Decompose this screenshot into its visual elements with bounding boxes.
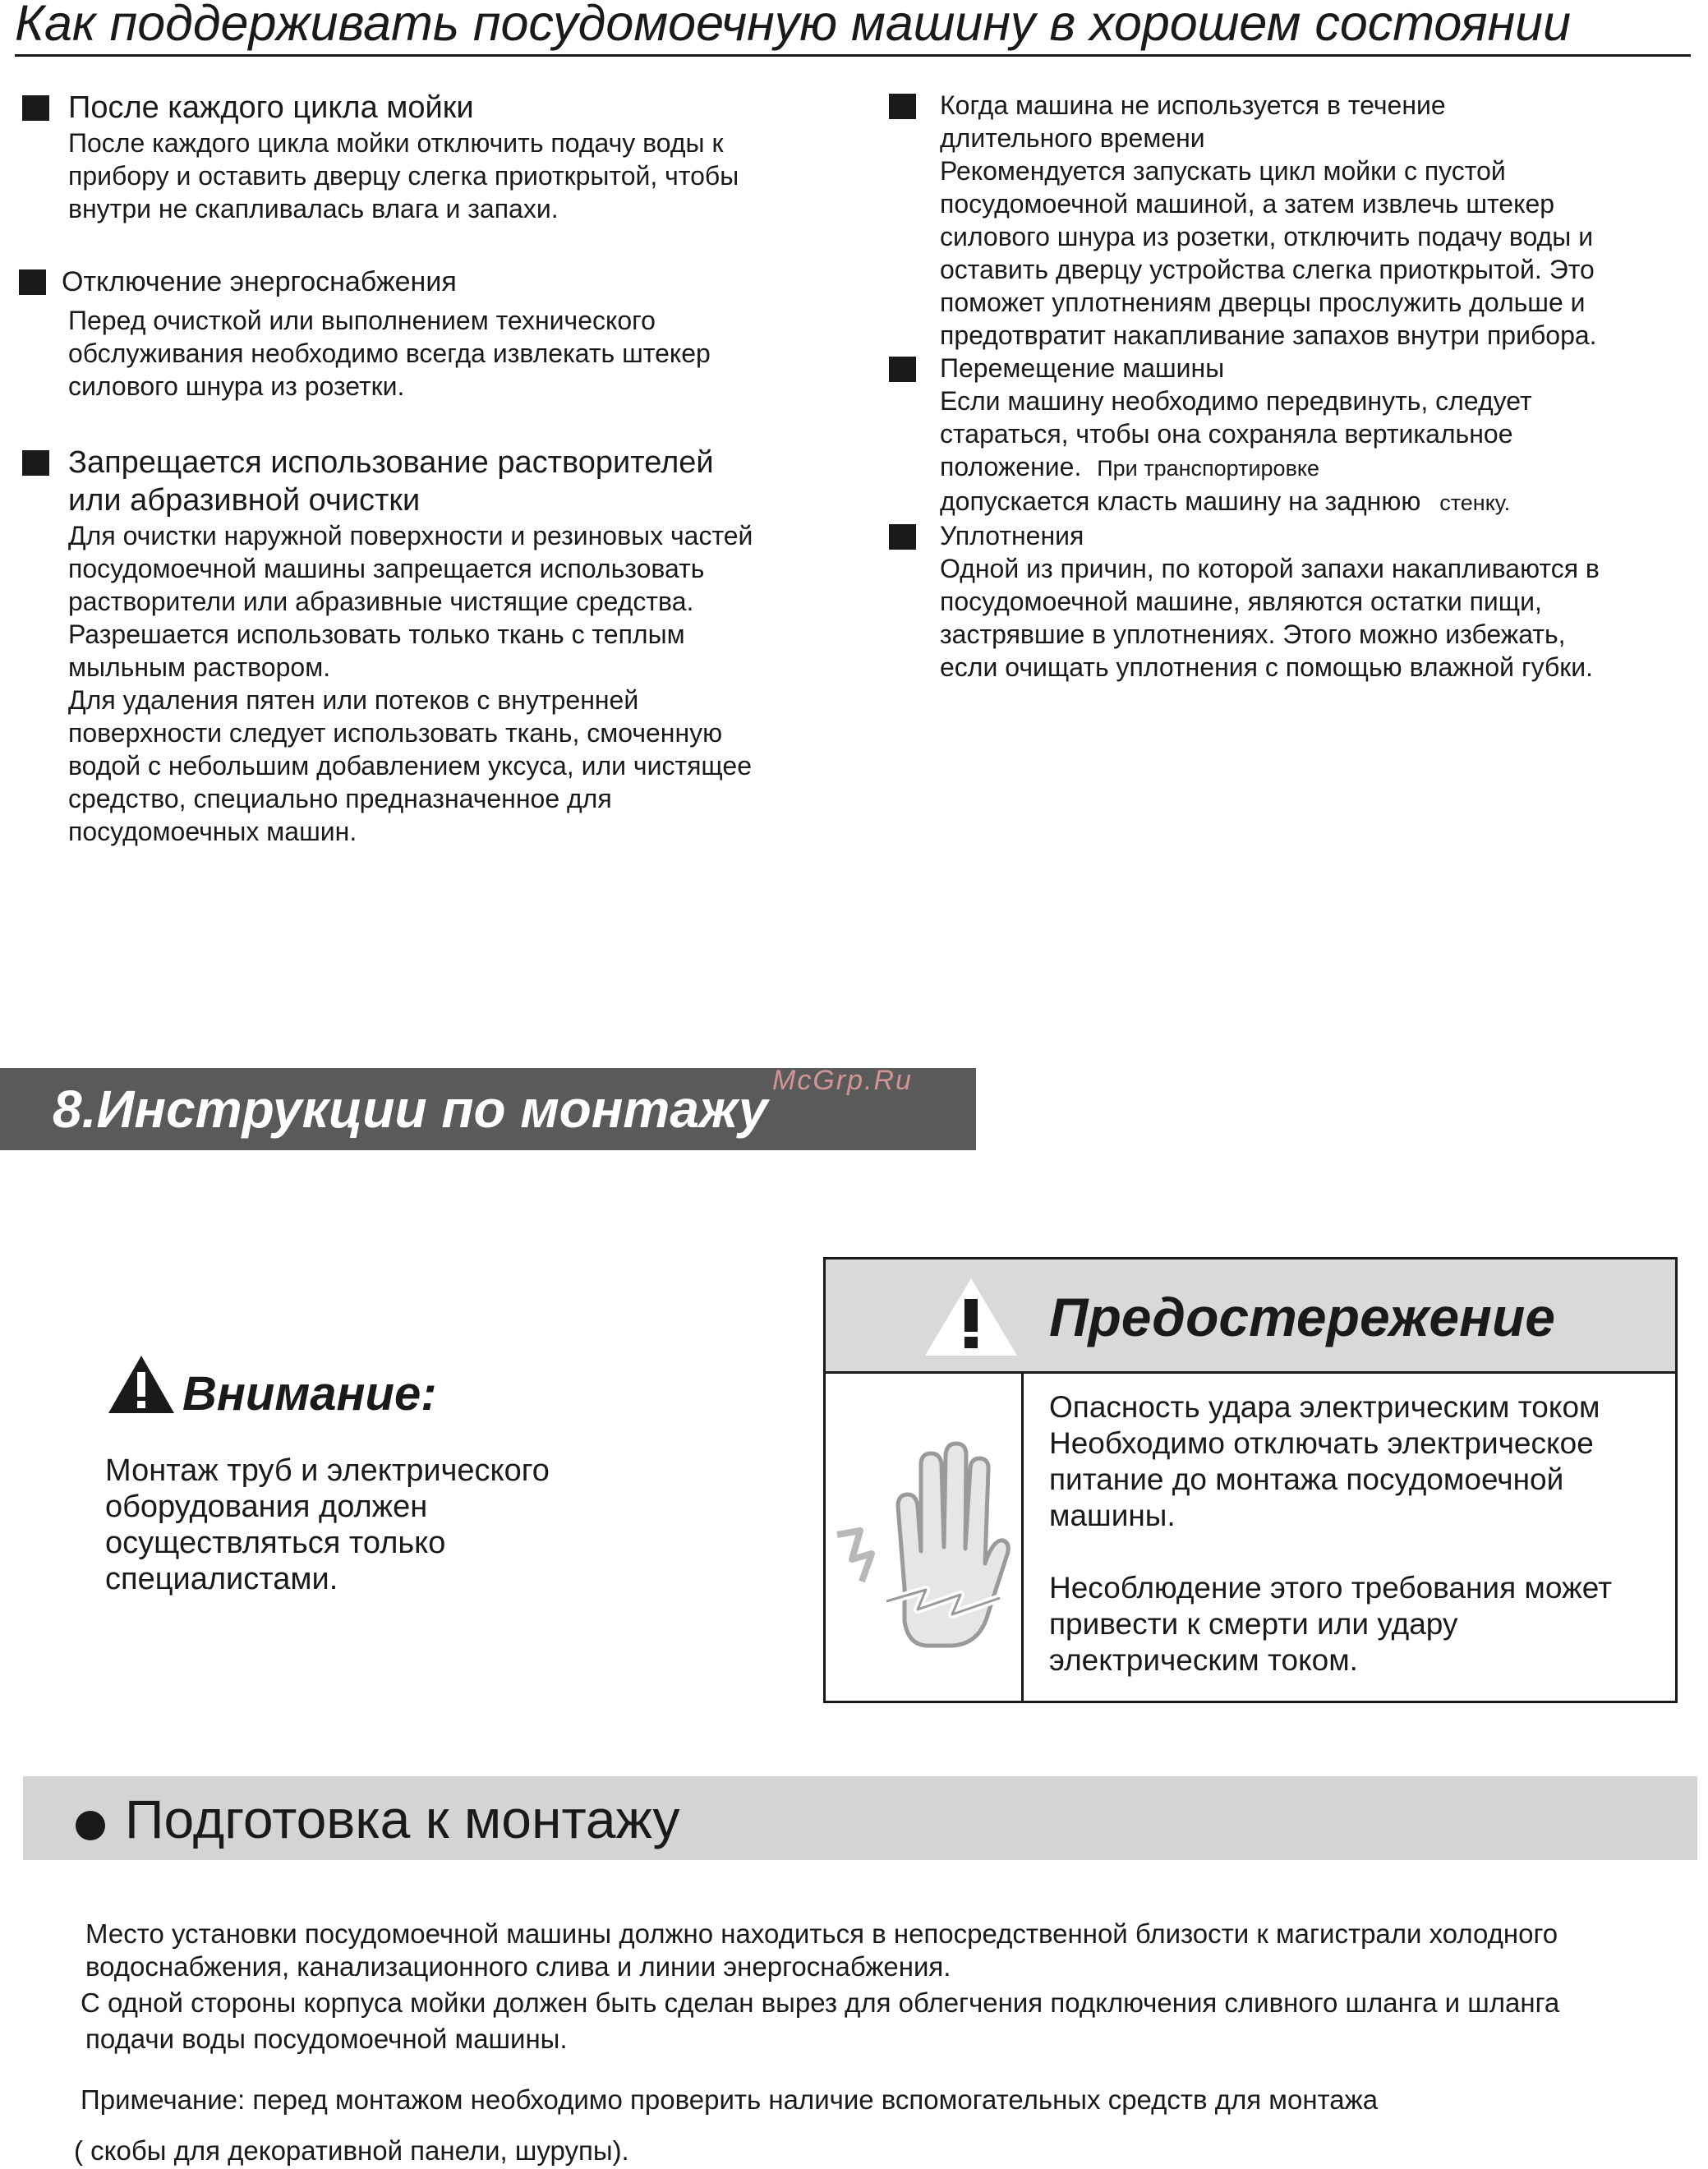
item-heading: Перемещение машины (940, 353, 1225, 383)
bullet-square-icon (22, 450, 49, 476)
item-moving (889, 352, 1702, 519)
body-line: стараться, чтобы она сохраняла вертикальное (940, 419, 1513, 449)
body-line (940, 485, 1702, 519)
body-line: оборудования должен (105, 1490, 428, 1524)
body-line: привести к смерти или удару (1049, 1607, 1458, 1641)
body-line: растворители или абразивные чистящие средства. (68, 587, 694, 616)
body-line (940, 450, 1702, 485)
body-line: Разрешается использовать только ткань с теплым (68, 619, 685, 649)
body-line: силового шнура из розетки, отключить подачу воды и (940, 222, 1594, 251)
body-line: мыльным раствором. (68, 652, 331, 682)
section-title: 8.Инструкции по монтажу (53, 1080, 768, 1139)
maintenance-right-column (889, 89, 1702, 684)
body-line: электрическим током. (1049, 1643, 1358, 1677)
bullet-square-icon (889, 524, 916, 550)
body-line: Опасность удара электрическим током (1049, 1390, 1600, 1424)
body-line: поможет уплотнениям дверцы прослужить дольше и (940, 288, 1586, 317)
bullet-dot-icon (76, 1811, 105, 1840)
caution-text (1049, 1389, 1665, 1715)
warning-triangle-icon (923, 1276, 1020, 1362)
body-line: посудомоечной машиной, а затем извлечь штекер (940, 189, 1555, 219)
caution-title: Предостережение (1049, 1287, 1555, 1347)
body-line: силового шнура из розетки. (68, 371, 405, 401)
body-line: застрявшие в уплотнениях. Этого можно избежать, (940, 619, 1566, 649)
body-line: специалистами. (105, 1562, 338, 1596)
body-line: Если машину необходимо передвинуть, следует (940, 386, 1532, 416)
caution-box (823, 1257, 1678, 1703)
bullet-square-icon (889, 357, 916, 382)
body-line: После каждого цикла мойки отключить подачу воды к (68, 128, 724, 158)
item-body (940, 154, 1702, 352)
caution-box-header (826, 1259, 1675, 1374)
item-body (68, 519, 844, 848)
prep-line: Примечание: перед монтажом необходимо проверить наличие вспомогательных средств для монтажа (81, 2084, 1379, 2115)
caution-paragraph (1049, 1570, 1665, 1679)
watermark: McGrp.Ru (772, 1065, 913, 1096)
prep-title: Подготовка к монтажу (125, 1789, 680, 1849)
prep-line: водоснабжения, канализационного слива и линии энергоснабжения. (85, 1951, 951, 1982)
body-line: Для очистки наружной поверхности и резиновых частей (68, 521, 753, 550)
body-line: предотвратит накапливание запахов внутри прибора. (940, 320, 1597, 350)
body-text: допускается класть машину на заднюю (940, 486, 1421, 516)
body-line: Необходимо отключать электрическое (1049, 1426, 1594, 1460)
body-line: Для удаления пятен или потеков с внутренней (68, 685, 639, 715)
body-line: осуществляться только (105, 1526, 446, 1560)
body-text-small: стенку. (1439, 490, 1511, 515)
bullet-square-icon (19, 269, 46, 295)
prep-line: С одной стороны корпуса мойки должен быть сделан вырез для облегчения подключения сливного шланга и шланга (81, 1987, 1560, 2018)
heading-line: или абразивной очистки (68, 483, 421, 518)
item-seals (889, 519, 1702, 684)
item-body (68, 304, 844, 403)
body-line: поверхности следует использовать ткань, смоченную (68, 718, 723, 748)
bullet-square-icon (22, 95, 49, 121)
body-line: Одной из причин, по которой запахи накапливаются в (940, 554, 1600, 583)
body-line: посудомоечных машин. (68, 817, 357, 846)
attention-body (105, 1453, 598, 1597)
body-line: прибору и оставить дверцу слегка приоткрытой, чтобы (68, 161, 739, 191)
attention-title: Внимание: (182, 1367, 437, 1421)
item-power-off (22, 265, 844, 403)
bullet-square-icon (889, 94, 916, 119)
attention-warning-icon (107, 1354, 176, 1419)
body-text-small: При транспортировке (1097, 456, 1320, 481)
body-line: внутри не скапливалась влага и запахи. (68, 194, 559, 223)
item-heading: Уплотнения (940, 521, 1084, 550)
body-line: обслуживания необходимо всегда извлекать штекер (68, 338, 711, 368)
body-line: средство, специально предназначенное для (68, 784, 612, 813)
prep-line: ( скобы для декоративной панели, шурупы). (74, 2135, 629, 2166)
body-line: Перед очисткой или выполнением технического (68, 306, 656, 335)
item-heading (940, 89, 1702, 154)
body-line: Рекомендуется запускать цикл мойки с пустой (940, 156, 1506, 186)
body-line: посудомоечной машины запрещается использовать (68, 554, 705, 583)
item-after-wash (22, 89, 844, 225)
caution-paragraph (1049, 1389, 1665, 1534)
item-body (940, 385, 1702, 519)
electric-shock-hand-icon (829, 1407, 1018, 1658)
body-line: Несоблюдение этого требования может (1049, 1571, 1613, 1605)
maintenance-left-column (22, 89, 844, 848)
heading-line: Когда машина не используется в течение (940, 90, 1446, 120)
item-no-solvents (22, 444, 844, 848)
item-long-idle (889, 89, 1702, 352)
body-line: питание до монтажа посудомоечной (1049, 1462, 1564, 1496)
caution-divider (1021, 1374, 1024, 1701)
page-title: Как поддерживать посудомоечную машину в хорошем состоянии (15, 0, 1691, 57)
heading-line: длительного времени (940, 123, 1205, 153)
prep-line: подачи воды посудомоечной машины. (85, 2024, 568, 2054)
body-text: положение. (940, 452, 1082, 481)
body-line: оставить дверцу устройства слегка приоткрытой. Это (940, 255, 1595, 284)
item-body (940, 552, 1702, 684)
body-line: если очищать уплотнения с помощью влажной губки. (940, 652, 1594, 682)
item-heading: После каждого цикла мойки (68, 90, 474, 125)
heading-line: Запрещается использование растворителей (68, 445, 714, 480)
item-body (68, 127, 844, 225)
prep-line: Место установки посудомоечной машины должно находиться в непосредственной близости к магистрали холодного (85, 1918, 1558, 1949)
item-heading (68, 444, 844, 519)
body-line: водой с небольшим добавлением уксуса, или чистящее (68, 751, 752, 781)
body-line: посудомоечной машине, являются остатки пищи, (940, 587, 1542, 616)
body-line: машины. (1049, 1499, 1176, 1532)
item-heading: Отключение энергоснабжения (62, 266, 457, 297)
body-line: Монтаж труб и электрического (105, 1453, 550, 1488)
